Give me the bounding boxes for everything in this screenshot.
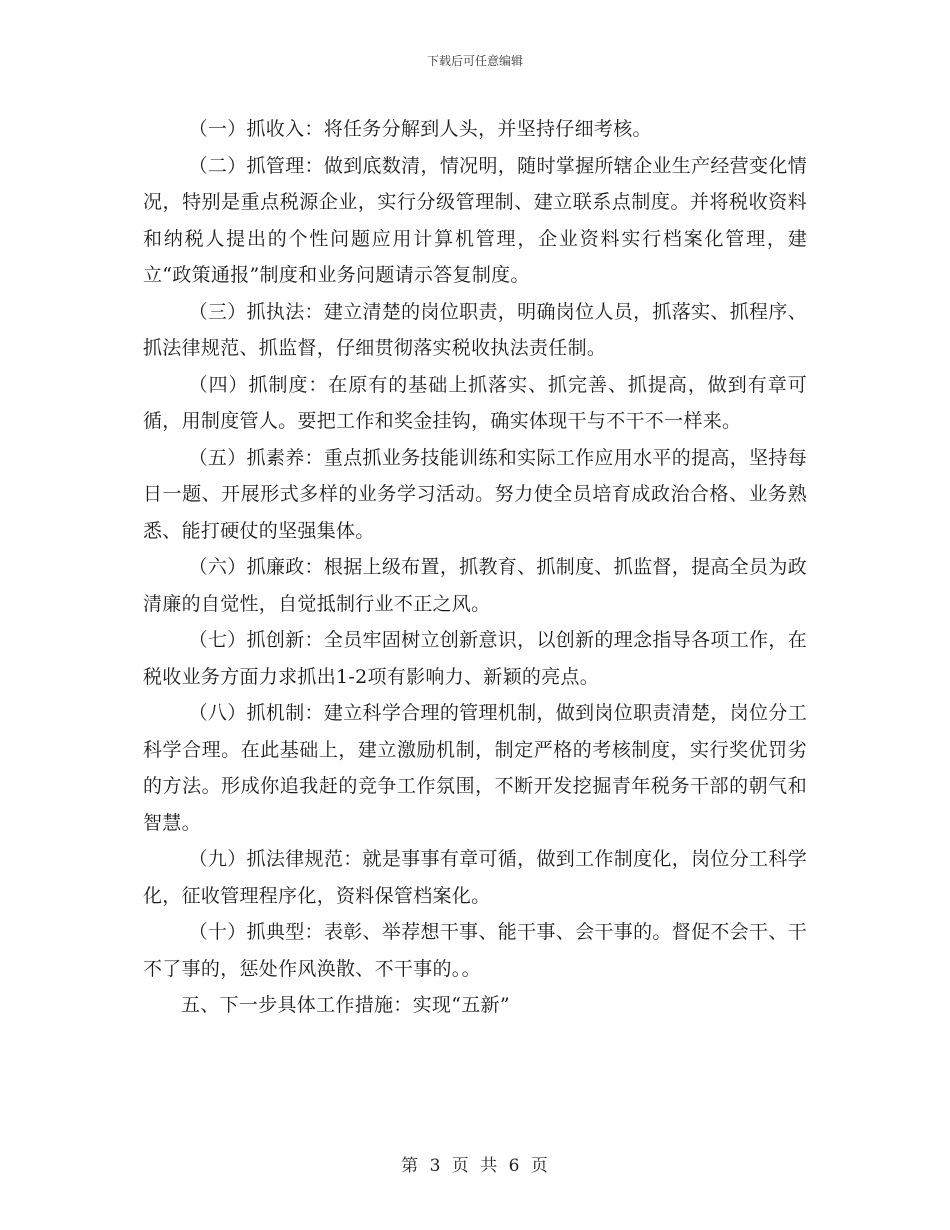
paragraph-8: （八）抓机制：建立科学合理的管理机制，做到岗位职责清楚，岗位分工科学合理。在此基础上，建立激励机制，制定严格的考核制度，实行奖优罚劣的方法。形成你追我赶的竞争工作氛围，不断开发挖掘青年税务干部的朝气和智慧。 xyxy=(143,702,807,834)
paragraph-10: （十）抓典型：表彰、举荐想干事、能干事、会干事的。督促不会干、干不了事的，惩处作风涣散、不干事的。。 xyxy=(143,921,807,980)
page-footer: 第 3 页 共 6 页 xyxy=(401,1156,549,1176)
paragraph-4: （四）抓制度：在原有的基础上抓落实、抓完善、抓提高，做到有章可循，用制度管人。要把工作和奖金挂钩，确实体现干与不干不一样来。 xyxy=(143,373,807,432)
section-heading-5: 五、下一步具体工作措施：实现“五新” xyxy=(181,994,510,1016)
paragraph-6: （六）抓廉政：根据上级布置，抓教育、抓制度、抓监督，提高全员为政清廉的自觉性，自觉抵制行业不正之风。 xyxy=(143,556,807,615)
page-header: 下载后可任意编辑 xyxy=(426,54,523,68)
paragraph-5: （五）抓素养：重点抓业务技能训练和实际工作应用水平的提高，坚持每日一题、开展形式多样的业务学习活动。努力使全员培育成政治合格、业务熟悉、能打硬仗的坚强集体。 xyxy=(143,446,807,542)
paragraph-2: （二）抓管理：做到底数清，情况明，随时掌握所辖企业生产经营变化情况，特别是重点税源企业，实行分级管理制、建立联系点制度。并将税收资料和纳税人提出的个性问题应用计算机管理，企业资料实行档案化管理，建立“政策通报”制度和业务问题请示答复制度。 xyxy=(143,154,807,286)
document-body xyxy=(143,111,807,1024)
paragraph-1: （一）抓收入：将任务分解到人头，并坚持仔细考核。 xyxy=(188,118,652,140)
paragraph-3: （三）抓执法：建立清楚的岗位职责，明确岗位人员，抓落实、抓程序、抓法律规范、抓监督，仔细贯彻落实税收执法责任制。 xyxy=(143,300,807,359)
paragraph-9: （九）抓法律规范：就是事事有章可循，做到工作制度化，岗位分工科学化，征收管理程序化，资料保管档案化。 xyxy=(143,848,807,907)
paragraph-7: （七）抓创新：全员牢固树立创新意识，以创新的理念指导各项工作，在税收业务方面力求抓出1-2项有影响力、新颖的亮点。 xyxy=(143,629,807,688)
